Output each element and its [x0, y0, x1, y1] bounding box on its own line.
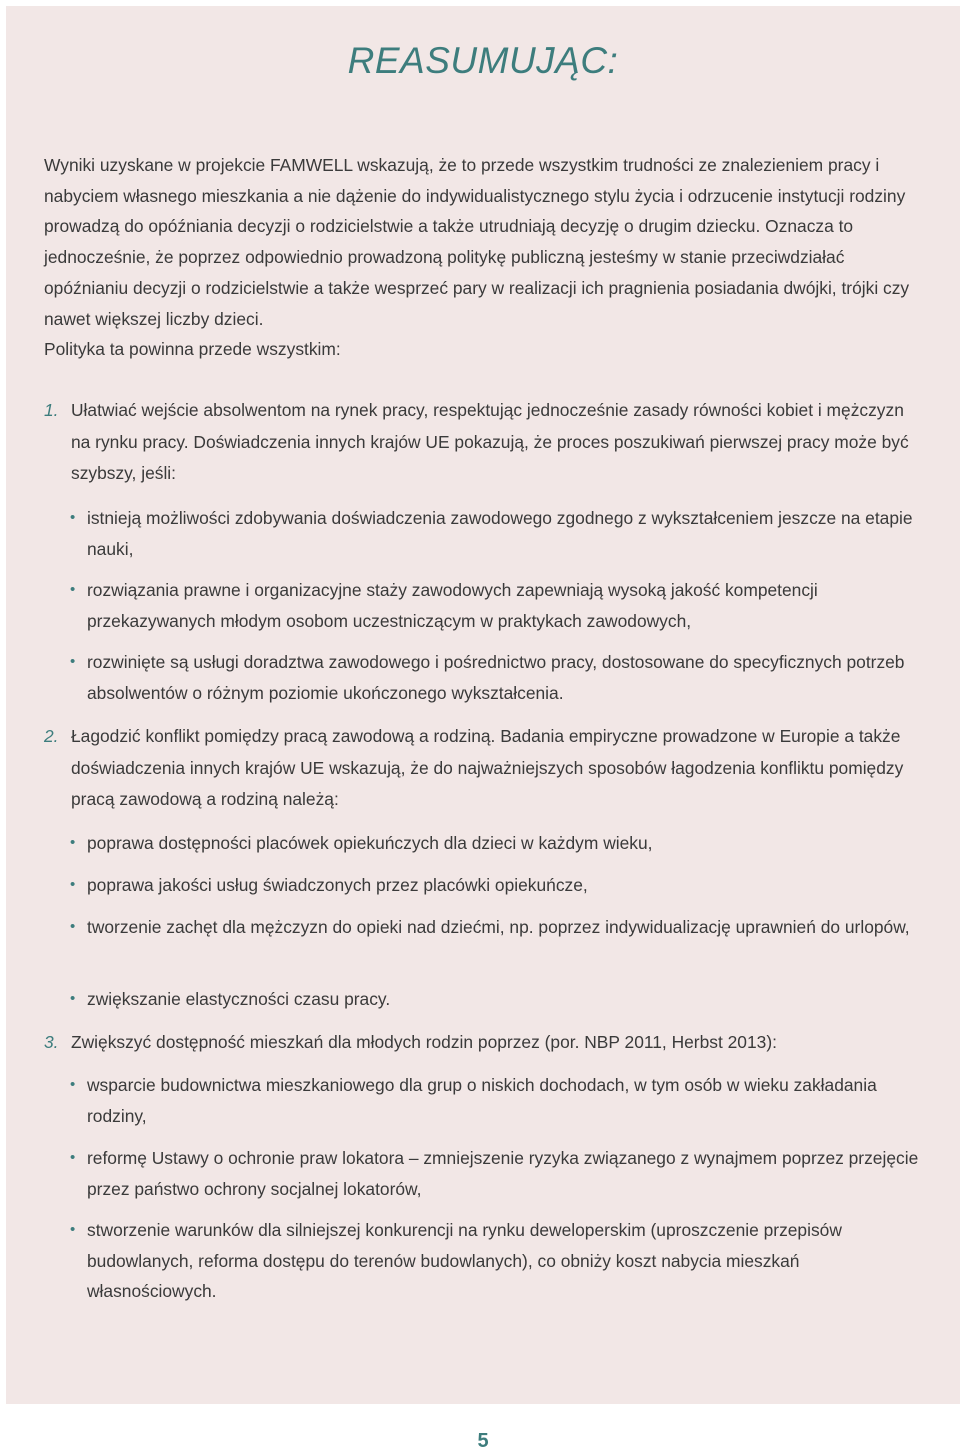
bullet-icon: • — [70, 581, 76, 598]
list-item-text: wsparcie budownictwa mieszkaniowego dla grup o niskich dochodach, w tym osób w wieku zakładania rodziny, — [87, 1075, 877, 1126]
list-item — [70, 1143, 920, 1204]
bullet-icon: • — [70, 1221, 76, 1238]
point-number: 3. — [44, 1032, 59, 1052]
list-item-text: rozwiązania prawne i organizacyjne staży zawodowych zapewniają wysoką jakość kompetencji przekazywanych młodym osobom uczestniczącym w praktykach zawodowych, — [87, 580, 818, 631]
bullet-icon: • — [70, 990, 76, 1007]
list-item — [70, 912, 920, 943]
list-item — [70, 828, 920, 859]
page-number: 5 — [477, 1430, 489, 1452]
list-item — [70, 870, 920, 901]
list-item — [70, 575, 920, 636]
intro-lead: Polityka ta powinna przede wszystkim: — [44, 339, 341, 360]
list-item-text: tworzenie zachęt dla mężczyzn do opieki nad dziećmi, np. poprzez indywidualizację uprawnień do urlopów, — [87, 917, 910, 937]
list-item — [70, 1070, 920, 1131]
point-2 — [44, 721, 924, 816]
bullet-icon: • — [70, 509, 76, 526]
list-item-text: reformę Ustawy o ochronie praw lokatora – zmniejszenie ryzyka związanego z wynajmem poprzez przejęcie przez państwo ochrony socjalnej lokatorów, — [87, 1148, 919, 1199]
intro-paragraph: Wyniki uzyskane w projekcie FAMWELL wskazują, że to przede wszystkim trudności ze znalezieniem pracy i nabyciem własnego mieszkania a nie dążenie do indywidualistycznego stylu życia i odrzucenie instytucji rodziny prowadzą do opóźniania decyzji o rodzicielstwie a także utrudniają decyzję o drugim dziecku. Oznacza to jednocześnie, że poprzez odpowiednio prowadzoną politykę publiczną jesteśmy w stanie przeciwdziałać opóźnianiu decyzji o rodzicielstwie a także wesprzeć pary w realizacji ich pragnienia posiadania dwójki, trójki czy nawet większej liczby dzieci. — [44, 155, 910, 329]
bullet-icon: • — [70, 653, 76, 670]
page-title: REASUMUJĄC: — [347, 40, 619, 81]
point-1 — [44, 395, 924, 490]
point-3 — [44, 1027, 924, 1059]
point-text: Zwiększyć dostępność mieszkań dla młodych rodzin poprzez (por. NBP 2011, Herbst 2013): — [71, 1032, 777, 1052]
list-item — [70, 984, 920, 1015]
list-item-text: poprawa dostępności placówek opiekuńczych dla dzieci w każdym wieku, — [87, 833, 653, 853]
point-number: 1. — [44, 400, 59, 420]
point-number: 2. — [44, 726, 59, 746]
list-item — [70, 647, 920, 708]
bullet-icon: • — [70, 1076, 76, 1093]
point-text: Ułatwiać wejście absolwentom na rynek pracy, respektując jednocześnie zasady równości kobiet i mężczyzn na rynku pracy. Doświadczenia innych krajów UE pokazują, że proces poszukiwań pierwszej pracy może być szybszy, jeśli: — [71, 400, 909, 483]
list-item-text: poprawa jakości usług świadczonych przez placówki opiekuńcze, — [87, 875, 588, 895]
bullet-icon: • — [70, 1149, 76, 1166]
bullet-icon: • — [70, 834, 76, 851]
point-text: Łagodzić konflikt pomiędzy pracą zawodową a rodziną. Badania empiryczne prowadzone w Europie a także doświadczenia innych krajów UE wskazują, że do najważniejszych sposobów łagodzenia konfliktu pomiędzy pracą zawodową a rodziną należą: — [71, 726, 904, 809]
list-item-text: zwiększanie elastyczności czasu pracy. — [87, 989, 391, 1009]
bullet-icon: • — [70, 918, 76, 935]
list-item — [70, 1215, 920, 1307]
list-item — [70, 503, 920, 564]
list-item-text: rozwinięte są usługi doradztwa zawodowego i pośrednictwo pracy, dostosowane do specyficznych potrzeb absolwentów o różnym poziomie ukończonego wykształcenia. — [87, 652, 905, 703]
list-item-text: stworzenie warunków dla silniejszej konkurencji na rynku deweloperskim (uproszczenie przepisów budowlanych, reforma dostępu do terenów budowlanych), co obniży koszt nabycia mieszkań własnościowych. — [87, 1220, 842, 1302]
intro-section — [44, 150, 924, 365]
list-item-text: istnieją możliwości zdobywania doświadczenia zawodowego zgodnego z wykształceniem jeszcze na etapie nauki, — [87, 508, 913, 559]
bullet-icon: • — [70, 876, 76, 893]
